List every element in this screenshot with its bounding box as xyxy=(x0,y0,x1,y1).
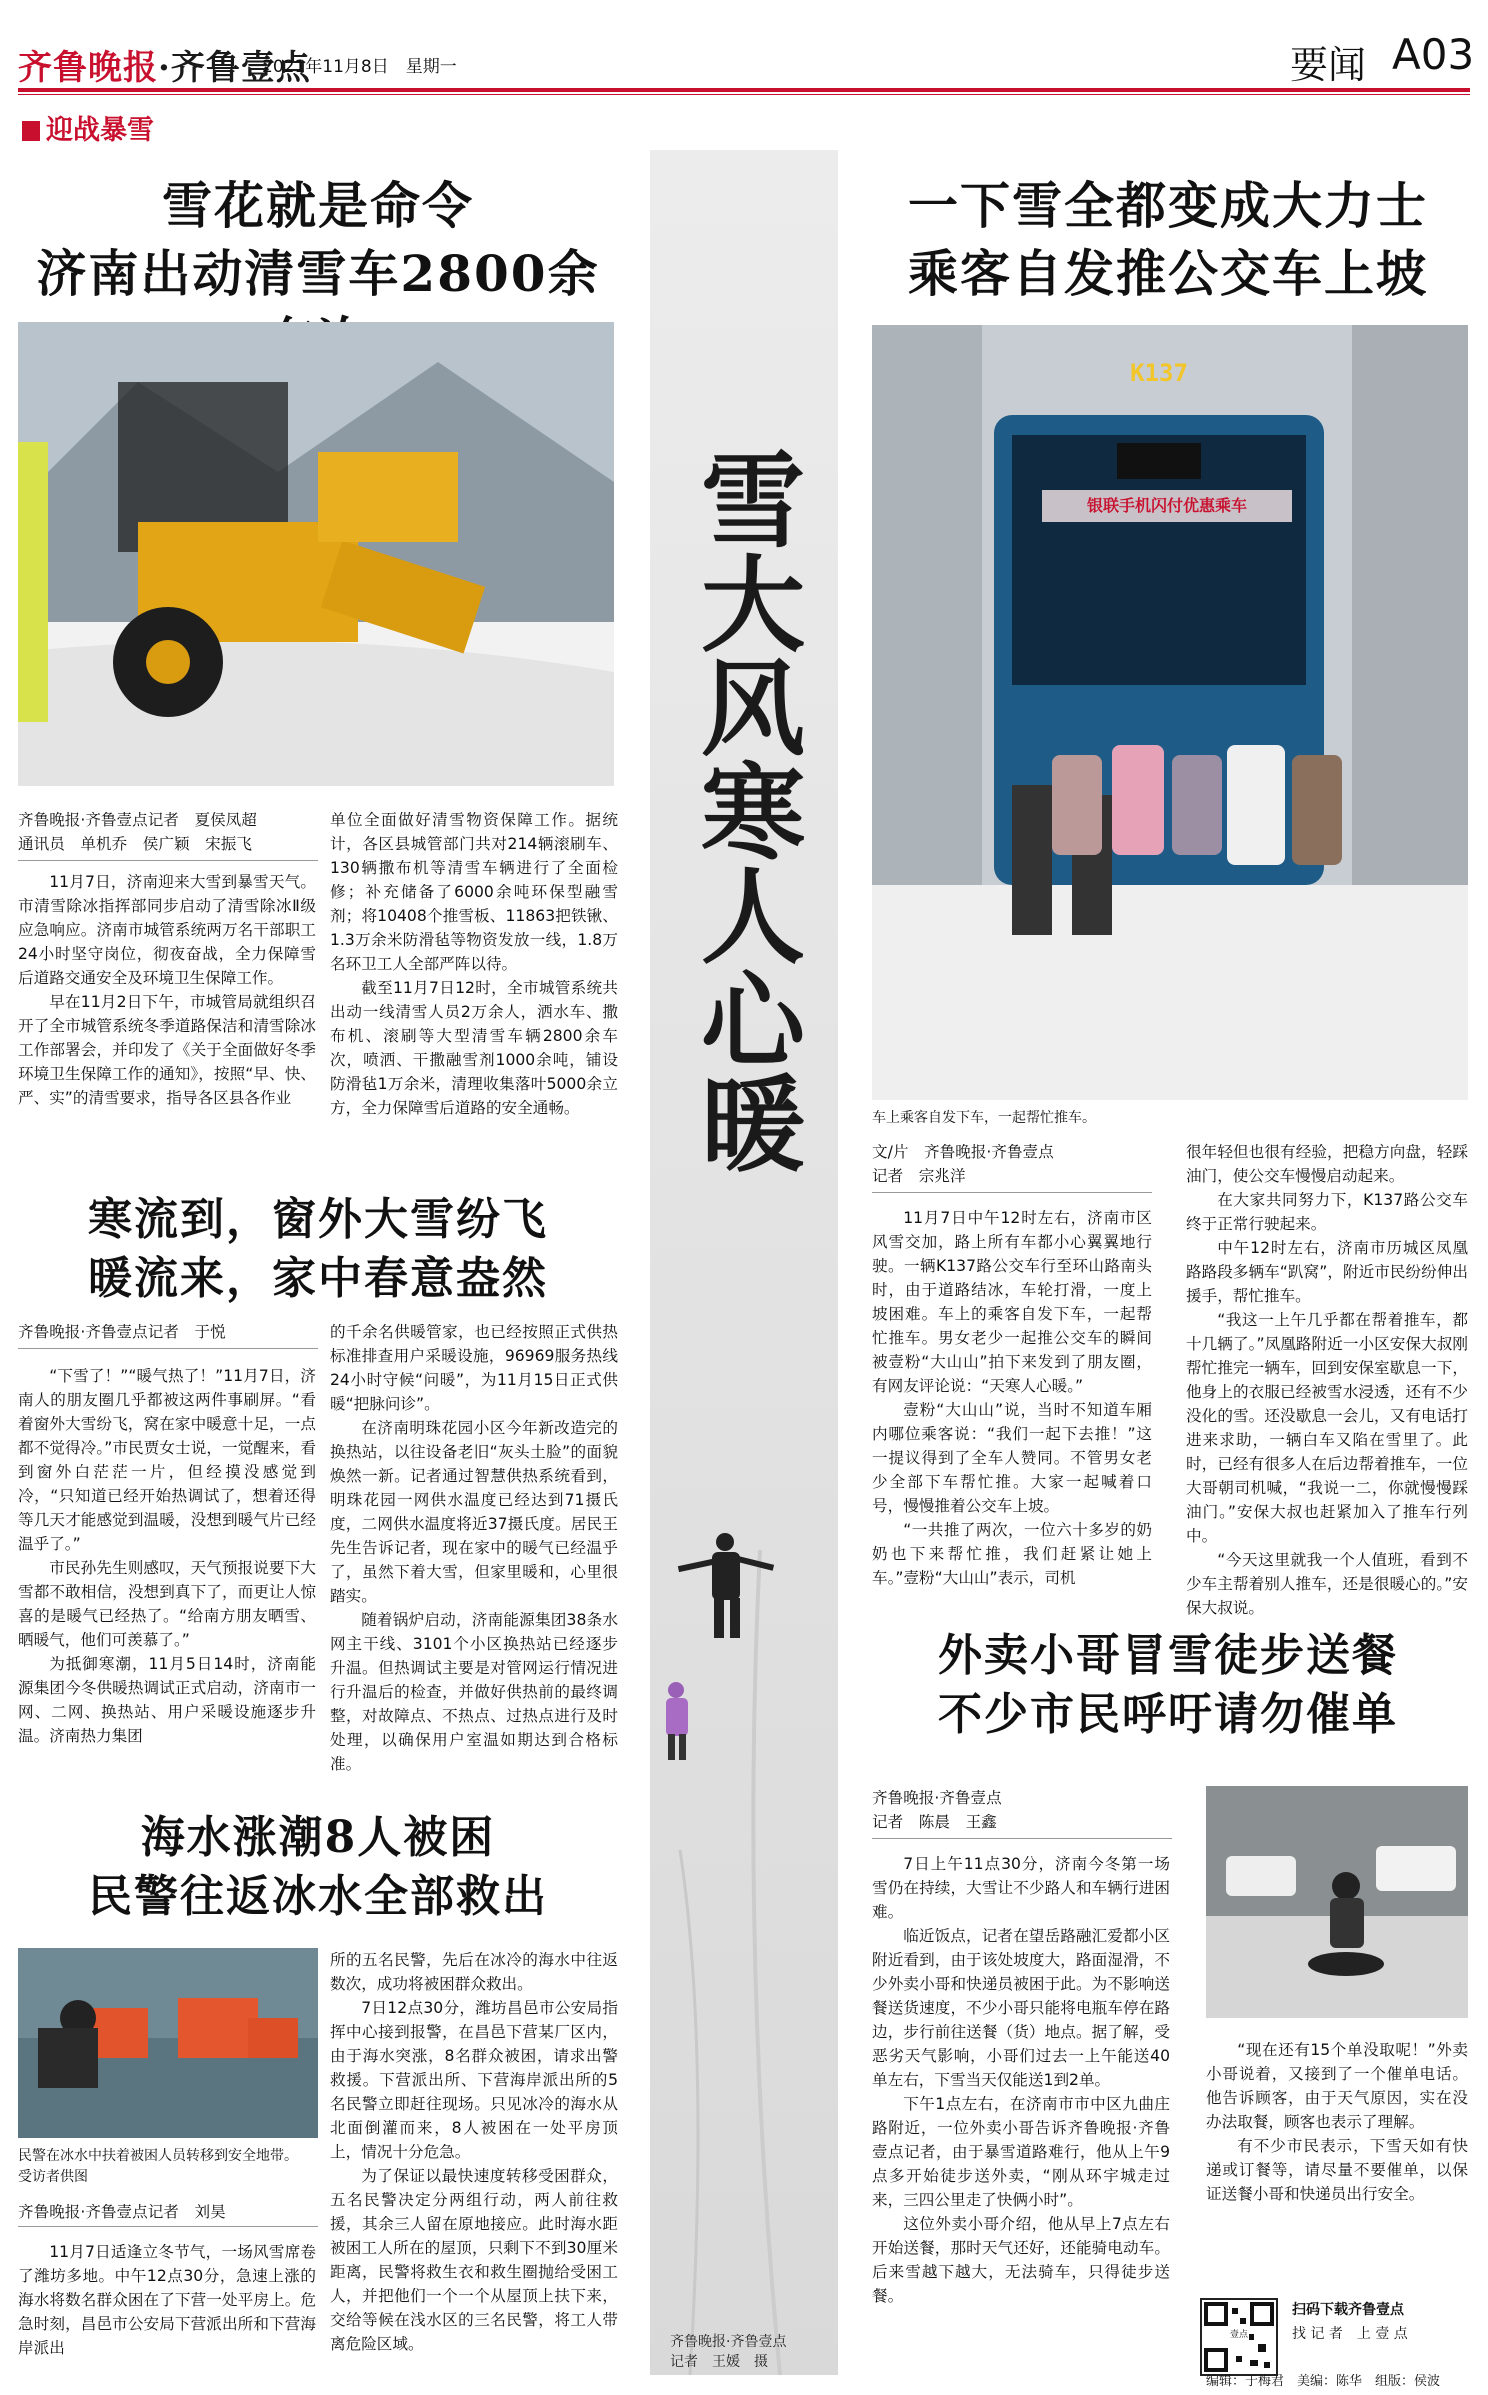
paragraph: 的千余名供暖管家，也已经按照正式供热标准排查用户采暖设施，96969服务热线24小时守候“问暖”，为11月15日正式供暖“把脉问诊”。 xyxy=(330,1323,618,1413)
article-sea-headline xyxy=(18,1808,618,1927)
paragraph: 为抵御寒潮，11月5日14时，济南能源集团今冬供暖热调试正式启动，济南市一网、二网、换热站、用户采暖设施逐步升温。济南热力集团 xyxy=(18,1655,316,1745)
byline-line-1: 文/片 齐鲁晚报·齐鲁壹点 xyxy=(872,1143,1054,1161)
article-sea-column-2 xyxy=(330,1948,618,2356)
byline-rule xyxy=(872,1192,1152,1193)
editor-credits: 编辑：于梅君 美编：陈华 组版：侯波 xyxy=(1206,2374,1441,2389)
article-delivery-headline xyxy=(868,1626,1468,1745)
page-number: A03 xyxy=(1392,30,1475,79)
qr-reporter-text: 找 记 者 上 壹 点 xyxy=(1292,2326,1408,2342)
paragraph: 11月7日中午12时左右，济南市区风雪交加，路上所有车都小心翼翼地行驶。一辆K137路公交车行至环山路南头时，由于道路结冰，车轮打滑，一度上坡困难。车上的乘客自发下车，一起帮忙推车。男女老少一起推公交车的瞬间被壹粉“大山山”拍下来发到了朋友圈，有网友评论说：“天寒人心暖。” xyxy=(872,1209,1152,1395)
paragraph: 11月7日，济南迎来大雪到暴雪天气。市清雪除冰指挥部同步启动了清雪除冰Ⅱ级应急响应。济南市城管系统两万名干部职工24小时坚守岗位，彻夜奋战，全力保障雪后道路交通安全及环境卫生保障工作。 xyxy=(18,873,316,987)
center-photo-credit xyxy=(670,2332,838,2372)
paragraph: “现在还有15个单没取呢！”外卖小哥说着，又接到了一个催单电话。他告诉顾客，由于天气原因，实在没办法取餐，顾客也表示了理解。 xyxy=(1206,2041,1468,2131)
masthead-rule-thin xyxy=(18,94,1470,95)
paragraph: 早在11月2日下午，市城管局就组织召开了全市城管系统冬季道路保洁和清雪除冰工作部署会，并印发了《关于全面做好冬季环境卫生保障工作的通知》，按照“早、快、严、实”的清雪要求，指导各区县各作业 xyxy=(18,993,316,1107)
rescue-photo-caption: 民警在冰水中扶着被困人员转移到安全地带。 受访者供图 xyxy=(18,2148,305,2185)
headline-line-1: 雪花就是命令 xyxy=(162,176,474,235)
red-square-icon xyxy=(22,121,40,141)
headline-line-2: 民警往返冰水全部救出 xyxy=(88,1871,548,1923)
article-snow-byline xyxy=(18,808,318,856)
paragraph: 很年轻但也很有经验，把稳方向盘，轻踩油门，使公交车慢慢启动起来。 xyxy=(1186,1143,1468,1185)
headline-line-1: 寒流到，窗外大雪纷飞 xyxy=(88,1194,548,1245)
headline-line-1: 一下雪全都变成大力士 xyxy=(908,176,1428,235)
passengers-pushing-bus-photo xyxy=(872,325,1468,1100)
article-heat-byline: 齐鲁晚报·齐鲁壹点记者 于悦 xyxy=(18,1323,226,1341)
center-credit-line-1: 齐鲁晚报·齐鲁壹点 xyxy=(670,2334,787,2350)
article-snow-column-1 xyxy=(18,870,316,1110)
article-sea-byline: 齐鲁晚报·齐鲁壹点记者 刘昊 xyxy=(18,2203,226,2221)
byline-line-2: 记者 宗兆洋 xyxy=(872,1167,966,1185)
article-heat-column-2 xyxy=(330,1320,618,1776)
byline-rule xyxy=(18,2226,318,2227)
paragraph: 壹粉“大山山”说，当时不知道车厢内哪位乘客说：“我们一起下去推！”这一提议得到了全车人赞同。不管男女老少全部下车帮忙推。大家一起喊着口号，慢慢推着公交车上坡。 xyxy=(872,1401,1152,1515)
article-delivery-byline xyxy=(872,1786,1172,1834)
paragraph: 这位外卖小哥介绍，他从早上7点左右开始送餐，那时天气还好，还能骑电动车。后来雪越下越大，无法骑车，只得徒步送餐。 xyxy=(872,2215,1170,2305)
article-sea-column-1 xyxy=(18,2240,316,2360)
paragraph: 7日上午11点30分，济南今冬第一场雪仍在持续，大雪让不少路人和车辆行进困难。 xyxy=(872,1855,1170,1921)
article-bus-column-2 xyxy=(1186,1140,1468,1620)
paragraph: “我这一上午几乎都在帮着推车，都十几辆了。”凤凰路附近一小区安保大叔刚帮忙推完一辆车，回到安保室歇息一下，他身上的衣服已经被雪水浸透，还有不少没化的雪。还没歇息一会儿，又有电话打进来求助，一辆白车又陷在雪里了。此时，已经有很多人在后边帮着推车，一位大哥朝司机喊，“我说一二，你就慢慢踩油门。”安保大叔也赶紧加入了推车行列中。 xyxy=(1186,1311,1468,1545)
loader-clearing-snow-photo xyxy=(18,322,614,786)
paragraph: 在大家共同努力下，K137路公交车终于正常行驶起来。 xyxy=(1186,1191,1468,1233)
headline-line-2: 济南出动清雪车2800余 xyxy=(36,243,600,303)
article-delivery-column-1 xyxy=(872,1852,1170,2308)
paragraph: “一共推了两次，一位六十多岁的奶奶也下来帮忙推，我们赶紧让她上车。”壹粉“大山山”表示，司机 xyxy=(872,1521,1152,1587)
logo-red-text: 齐鲁晚报 xyxy=(18,48,158,88)
article-heat-column-1 xyxy=(18,1364,316,1748)
paragraph: 11月7日适逢立冬节气，一场风雪席卷了潍坊多地。中午12点30分，急速上涨的海水将数名群众困在了下营一处平房上。危急时刻，昌邑市公安局下营派出所和下营海岸派出 xyxy=(18,2243,316,2357)
qr-center-label: 壹点 xyxy=(1229,2330,1248,2340)
article-bus-headline xyxy=(868,172,1468,307)
byline-line-2: 通讯员 单机乔 侯广颖 宋振飞 xyxy=(18,835,252,853)
byline-rule xyxy=(872,1838,1172,1839)
issue-date: 2021年11月8日 星期一 xyxy=(262,57,457,77)
byline-line-2: 记者 陈晨 王鑫 xyxy=(872,1813,997,1831)
headline-line-1: 外卖小哥冒雪徒步送餐 xyxy=(938,1630,1398,1681)
article-heat-headline xyxy=(18,1190,618,1309)
bus-photo-caption: 车上乘客自发下车，一起帮忙推车。 xyxy=(872,1110,1096,1126)
bus-route-sign: K137 xyxy=(1130,359,1188,387)
delivery-rider-photo xyxy=(1206,1786,1468,2018)
center-headline: 雪大风寒人心暖 xyxy=(683,446,806,1174)
byline-line-1: 齐鲁晚报·齐鲁壹点 xyxy=(872,1789,1002,1807)
headline-line-1: 海水涨潮8人被困 xyxy=(140,1812,496,1863)
article-delivery-column-2 xyxy=(1206,2038,1468,2206)
byline-rule xyxy=(18,1348,318,1349)
logo-dark-text: ·齐鲁壹点 xyxy=(158,48,311,88)
headline-line-2: 乘客自发推公交车上坡 xyxy=(908,243,1428,303)
paragraph: 在济南明珠花园小区今年新改造完的换热站，以往设备老旧“灰头土脸”的面貌焕然一新。记者通过智慧供热系统看到，明珠花园一网供水温度已经达到71摄氏度，二网供水温度将近37摄氏度。居民王先生告诉记者，现在家中的暖气已经温乎了，虽然下着大雪，但家里暖和，心里很踏实。 xyxy=(330,1419,618,1605)
paragraph: “今天这里就我一个人值班，看到不少车主帮着别人推车，还是很暖心的。”安保大叔说。 xyxy=(1186,1551,1468,1617)
bus-ad-banner: 银联手机闪付优惠乘车 xyxy=(1086,496,1247,515)
paragraph: “下雪了！”“暖气热了！”11月7日，济南人的朋友圈几乎都被这两件事刷屏。“看着窗外大雪纷飞，窝在家中暖意十足，一点都不觉得冷。”市民贾女士说，一觉醒来，看到窗外白茫茫一片，但经摸没感觉到冷，“只知道已经开始热调试了，想着还得等几天才能感觉到温暖，没想到暖气片已经温乎了。” xyxy=(18,1367,316,1553)
headline-line-2: 不少市民呼吁请勿催单 xyxy=(938,1689,1398,1741)
article-snow-column-2 xyxy=(330,808,618,1120)
paragraph: 截至11月7日12时，全市城管系统共出动一线清雪人员2万余人，洒水车、撒布机、滚刷等大型清雪车辆2800余车次，喷洒、干撒融雪剂1000余吨，铺设防滑毡1万余米，清理收集落叶5000余立方，全力保障雪后道路的安全通畅。 xyxy=(330,979,618,1117)
paragraph: 为了保证以最快速度转移受困群众，五名民警决定分两组行动，两人前往救援，其余三人留在原地接应。此时海水距被困工人所在的屋顶，只剩下不到30厘米距离，民警将救生衣和救生圈抛给受困工人，并把他们一个一个从屋顶上扶下来，交给等候在浅水区的三名民警，将工人带离危险区域。 xyxy=(330,2167,618,2353)
qr-download-text: 扫码下载齐鲁壹点 xyxy=(1292,2302,1404,2318)
section-tag-label: 迎战暴雪 xyxy=(46,115,154,146)
paragraph: 7日12点30分，潍坊昌邑市公安局指挥中心接到报警，在昌邑下营某厂区内，由于海水突涨，8名群众被困，请求出警救援。下营派出所、下营海岸派出所的5名民警立即赶往现场。只见冰冷的海水从北面倒灌而来，8人被困在一处平房顶上，情况十分危急。 xyxy=(330,1999,618,2161)
masthead-rule xyxy=(18,88,1470,92)
byline-line-1: 齐鲁晚报·齐鲁壹点记者 夏侯凤超 xyxy=(18,811,257,829)
paragraph: 所的五名民警，先后在冰冷的海水中往返数次，成功将被困群众救出。 xyxy=(330,1951,618,1993)
section-name: 要闻 xyxy=(1290,43,1367,87)
article-bus-column-1 xyxy=(872,1206,1152,1590)
paragraph: 下午1点左右，在济南市市中区九曲庄路附近，一位外卖小哥告诉齐鲁晚报·齐鲁壹点记者，由于暴雪道路难行，他从上午9点多开始徒步送外卖，“刚从环宇城走过来，三四公里走了快俩小时”。 xyxy=(872,2095,1170,2209)
qr-code[interactable] xyxy=(1200,2298,1278,2376)
paragraph: 中午12时左右，济南市历城区凤凰路路段多辆车“趴窝”，附近市民纷纷伸出援手，帮忙推车。 xyxy=(1186,1239,1468,1305)
article-bus-byline xyxy=(872,1140,1152,1188)
paragraph: 单位全面做好清雪物资保障工作。据统计，各区县城管部门共对214辆滚刷车、130辆撒布机等清雪车辆进行了全面检修；补充储备了6000余吨环保型融雪剂；将10408个推雪板、11863把铁锹、1.3万余米防滑毡等物资发放一线，1.8万名环卫工人全部严阵以待。 xyxy=(330,811,618,973)
paragraph: 临近饭点，记者在望岳路融汇爱都小区附近看到，由于该处坡度大，路面湿滑，不少外卖小哥和快递员被困于此。为不影响送餐送货速度，不少小哥只能将电瓶车停在路边，步行前往送餐（货）地点。据了解，受恶劣天气影响，小哥们过去一上午能送40单左右，下雪当天仅能送1到2单。 xyxy=(872,1927,1170,2089)
byline-rule xyxy=(18,860,318,861)
center-credit-line-2: 记者 王媛 摄 xyxy=(670,2354,768,2370)
section-tag xyxy=(22,108,154,147)
paragraph: 随着锅炉启动，济南能源集团38条水网主干线、3101个小区换热站已经逐步升温。但热调试主要是对管网运行情况进行升温后的检查，并做好供热前的最终调整，对故障点、不热点、过热点进行及时处理，以确保用户室温如期达到合格标准。 xyxy=(330,1611,618,1773)
headline-line-2: 暖流来，家中春意盎然 xyxy=(88,1253,548,1305)
rescue-in-water-photo xyxy=(18,1948,318,2138)
paragraph: 市民孙先生则感叹，天气预报说要下大雪都不敢相信，没想到真下了，而更让人惊喜的是暖气已经热了。“给南方朋友晒雪、晒暖气，他们可羡慕了。” xyxy=(18,1559,316,1649)
paragraph: 有不少市民表示，下雪天如有快递或订餐等，请尽量不要催单，以保证送餐小哥和快递员出行安全。 xyxy=(1206,2137,1468,2203)
